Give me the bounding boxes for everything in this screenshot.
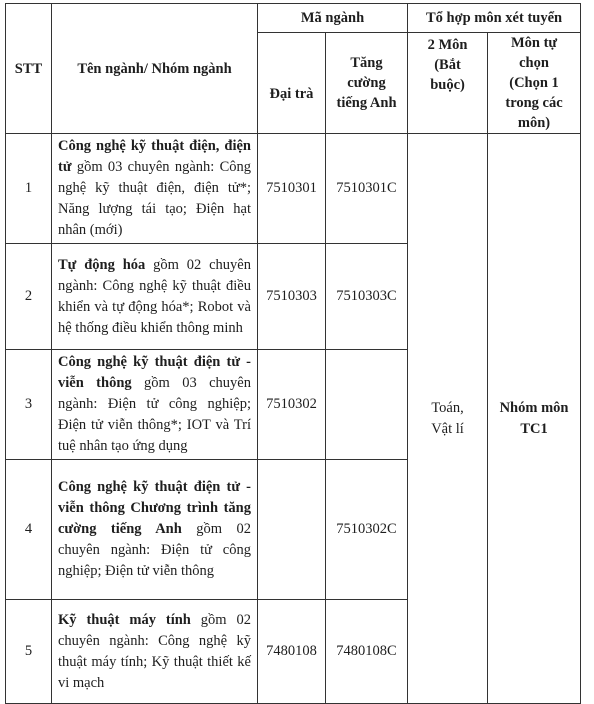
row-name (52, 244, 258, 350)
header-mon-tu-chon (488, 33, 581, 134)
header-tang-cuong (326, 33, 408, 134)
header-dai-tra (258, 33, 326, 134)
row-name-bold: Công nghệ kỹ thuật điện, điện tử (58, 138, 251, 175)
row-stt: 3 (6, 350, 52, 460)
row-dai-tra: 7510301 (258, 134, 326, 244)
row-dai-tra: 7510303 (258, 244, 326, 350)
header-hai-mon (408, 33, 488, 134)
row-name-rest: gồm 02 chuyên ngành: Điện tử công nghiệp; Điện tử viễn thông (58, 521, 252, 579)
header-hai-mon-2: (Bắt (434, 57, 461, 73)
row-tang-cuong (326, 350, 408, 460)
row-name-rest: gồm 02 chuyên ngành: Công nghệ kỹ thuật điều khiển và tự động hóa*; Robot và hệ thống điều khiển thông minh (58, 256, 251, 336)
row-name-bold: Công nghệ kỹ thuật điện tử - viễn thông (58, 354, 251, 391)
row-tang-cuong: 7510301C (326, 134, 408, 244)
header-dai-tra-text: Đại trà (269, 86, 314, 102)
row-tang-cuong: 7480108C (326, 600, 408, 704)
header-mon-tu-chon-3: (Chọn 1 (509, 75, 559, 91)
row-name-rest: gồm 02 chuyên ngành: Công nghệ kỹ thuật máy tính; Kỹ thuật thiết kế vi mạch (58, 611, 252, 691)
header-mon-tu-chon-2: chọn (519, 55, 549, 71)
row-name-bold: Công nghệ kỹ thuật điện tử - viễn thông Chương trình tăng cường tiếng Anh (58, 479, 251, 537)
row-stt: 4 (6, 460, 52, 600)
row-stt: 2 (6, 244, 52, 350)
header-ten-nganh: Tên ngành/ Nhóm ngành (52, 4, 258, 134)
header-hai-mon-1: 2 Môn (427, 37, 468, 53)
admission-table (5, 3, 581, 704)
merged-bat-buoc (408, 134, 488, 704)
bat-buoc-line-2: Vật lí (431, 420, 464, 437)
merged-tu-chon (488, 134, 581, 704)
header-mon-tu-chon-5: môn) (517, 115, 551, 131)
bat-buoc-line-1: Toán, (431, 399, 464, 416)
row-dai-tra: 7480108 (258, 600, 326, 704)
header-tang-cuong-1: Tăng (350, 55, 383, 71)
header-mon-tu-chon-1: Môn tự (510, 35, 558, 51)
header-tang-cuong-2: cường (347, 75, 386, 91)
row-name-rest: gồm 03 chuyên ngành: Công nghệ kỹ thuật điện, điện tử*; Năng lượng tái tạo; Điện hạt nhân (mới) (58, 159, 251, 238)
row-name (52, 460, 258, 600)
row-stt: 1 (6, 134, 52, 244)
row-dai-tra: 7510302 (258, 350, 326, 460)
row-name (52, 134, 258, 244)
table-row (6, 134, 581, 244)
row-name-rest: gồm 03 chuyên ngành: Điện tử công nghiệp; Điện tử viễn thông*; IOT và Trí tuệ nhân tạo ứng dụng (58, 375, 251, 454)
row-name-bold: Tự động hóa (58, 256, 146, 273)
header-hai-mon-3: buộc) (430, 77, 465, 93)
tu-chon-line-2: TC1 (520, 420, 548, 437)
row-dai-tra (258, 460, 326, 600)
header-ma-nganh: Mã ngành (258, 4, 408, 33)
row-name (52, 600, 258, 704)
row-name-bold: Kỹ thuật máy tính (58, 611, 191, 628)
row-name (52, 350, 258, 460)
row-stt: 5 (6, 600, 52, 704)
row-tang-cuong: 7510302C (326, 460, 408, 600)
header-tang-cuong-3: tiếng Anh (336, 95, 397, 111)
tu-chon-line-1: Nhóm môn (499, 399, 569, 416)
header-stt: STT (6, 4, 52, 134)
header-mon-tu-chon-4: trong các (505, 95, 563, 111)
header-to-hop: Tổ hợp môn xét tuyển (408, 4, 581, 33)
row-tang-cuong: 7510303C (326, 244, 408, 350)
